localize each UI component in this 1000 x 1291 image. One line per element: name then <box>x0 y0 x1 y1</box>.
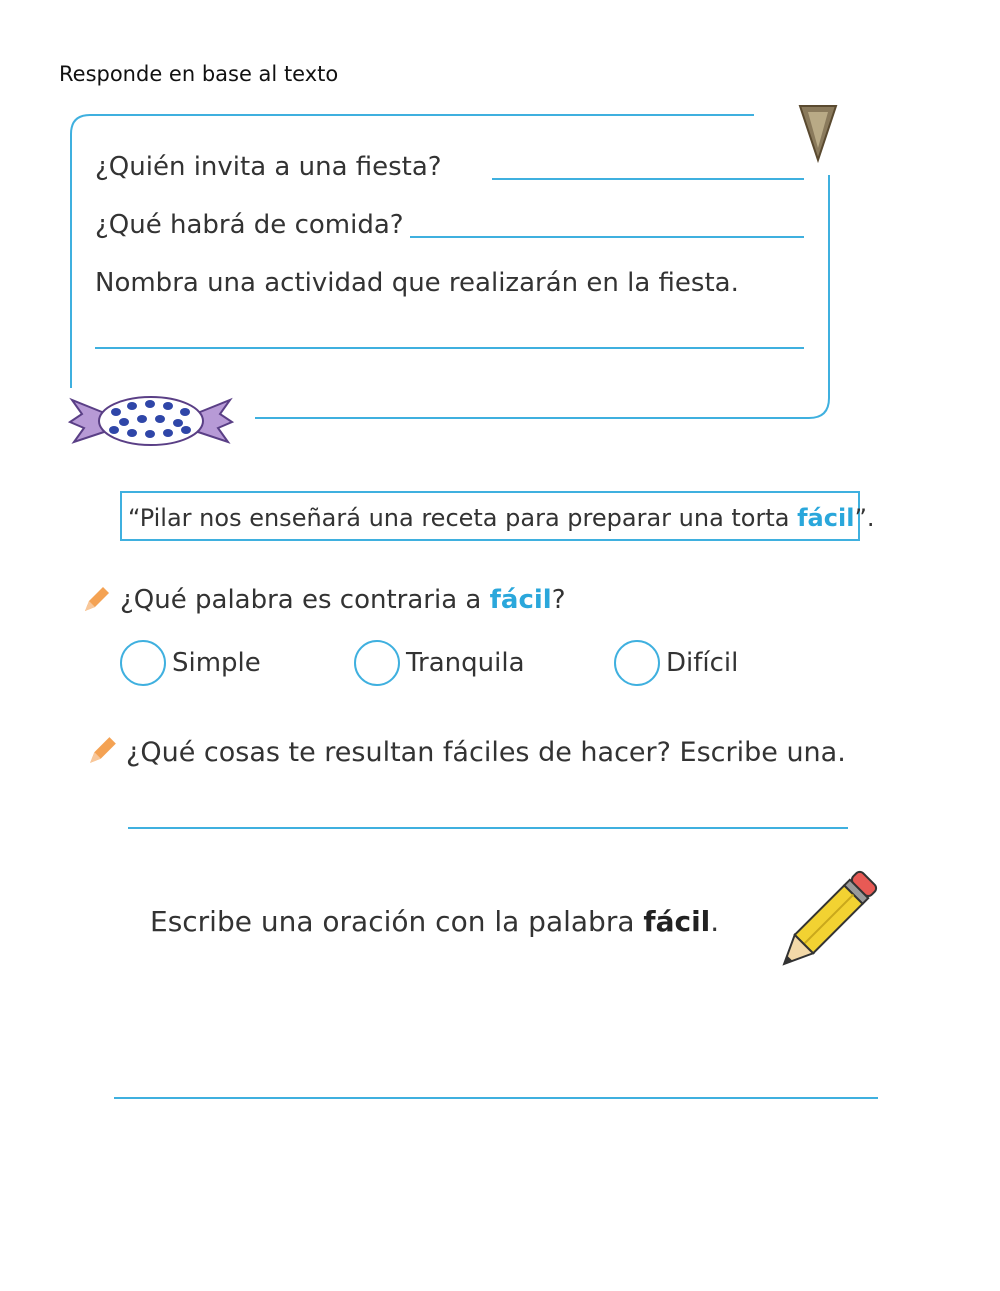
question-contrary-keyword: fácil <box>489 585 552 615</box>
answer-line-sentence[interactable] <box>114 1097 878 1099</box>
quote-keyword: fácil <box>797 504 855 532</box>
pencil-bullet-icon <box>88 735 118 765</box>
sentence-prompt-keyword: fácil <box>643 905 711 938</box>
question-contrary <box>120 585 566 615</box>
question-who-invites: ¿Quién invita a una fiesta? <box>95 152 442 182</box>
option-tranquila-label: Tranquila <box>406 648 525 678</box>
sentence-prompt <box>150 905 719 938</box>
candy-icon <box>68 392 234 450</box>
option-simple[interactable] <box>120 640 261 686</box>
pencil-icon <box>768 866 878 984</box>
radio-simple[interactable] <box>120 640 166 686</box>
answer-line-food[interactable] <box>410 236 804 238</box>
answer-line-easy-things[interactable] <box>128 827 848 829</box>
question-contrary-end: ? <box>551 585 566 615</box>
question-contrary-text: ¿Qué palabra es contraria a <box>120 585 490 615</box>
option-dificil[interactable] <box>614 640 738 686</box>
radio-tranquila[interactable] <box>354 640 400 686</box>
question-food: ¿Qué habrá de comida? <box>95 210 404 240</box>
instruction-text: Responde en base al texto <box>59 62 339 86</box>
option-simple-label: Simple <box>172 648 261 678</box>
quote-end: ”. <box>854 504 875 532</box>
option-tranquila[interactable] <box>354 640 525 686</box>
sentence-prompt-text: Escribe una oración con la palabra <box>150 905 644 938</box>
question-easy-things: ¿Qué cosas te resultan fáciles de hacer? Escribe una. <box>126 737 846 768</box>
quote-box <box>120 491 875 541</box>
answer-line-who-invites[interactable] <box>492 178 804 180</box>
answer-line-activity[interactable] <box>95 347 804 349</box>
question-activity: Nombra una actividad que realizarán en la fiesta. <box>95 268 739 298</box>
sentence-prompt-end: . <box>710 905 720 938</box>
radio-dificil[interactable] <box>614 640 660 686</box>
quote-text: “Pilar nos enseñará una receta para preparar una torta <box>128 504 798 532</box>
pencil-bullet-icon <box>83 585 111 613</box>
party-hat-icon <box>796 100 840 164</box>
option-dificil-label: Difícil <box>666 648 739 678</box>
